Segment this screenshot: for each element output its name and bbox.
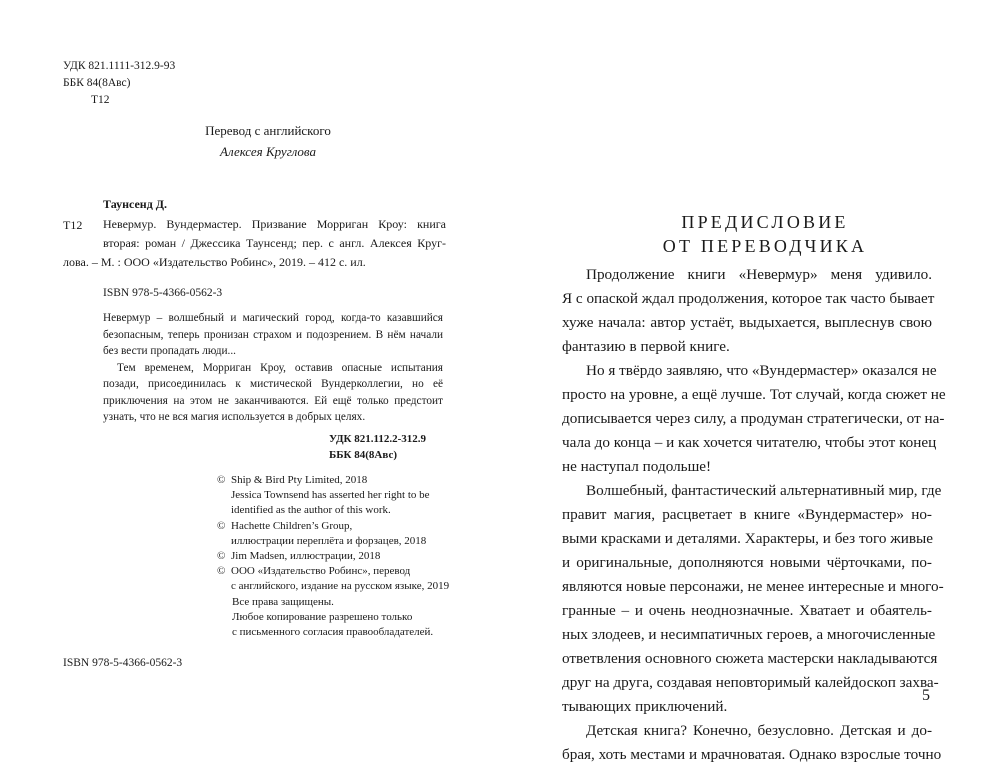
translation-credit [118, 120, 418, 162]
abstract-line: без вести пропадать люди... [103, 345, 236, 357]
copyright-line: Jessica Townsend has asserted her right to be [231, 489, 430, 502]
body-line: чала до конца – и как хочется читателю, чтобы этот конец [562, 434, 937, 451]
body-line: Волшебный, фантастический альтернативный мир, где [586, 482, 942, 499]
body-line: являются новые персонажи, не менее интересные и много- [562, 578, 944, 595]
bbk-code: ББК 84(8Авс) [63, 77, 131, 89]
udc-code: УДК 821.1111-312.9-93 [63, 60, 176, 72]
foreword-title [595, 210, 935, 258]
notice-line: Все права защищены. [232, 596, 334, 608]
author-heading: Таунсенд Д. [103, 197, 168, 211]
catalog-codes-bottom [329, 431, 426, 463]
translator-name: Алексея Круглова [220, 144, 316, 159]
udc-code-bottom: УДК 821.112.2-312.9 [329, 433, 427, 445]
body-line: Продолжение книги «Невермур» меня удивило. [586, 266, 932, 283]
body-line: ных злодеев, и несимпатичных героев, а многочисленные [562, 626, 936, 643]
record-line: вторая: роман / Джессика Таунсенд; пер. с англ. Алексея Круг- [103, 236, 446, 250]
body-line: гранные – и очень неоднозначные. Хватает и обаятель- [562, 602, 932, 619]
foreword-body [562, 263, 946, 767]
copyright-mark: © [217, 519, 226, 532]
right-page [500, 0, 1000, 763]
abstract-line: приключения на этом не заканчиваются. Ей ещё только предстоит [103, 394, 443, 407]
bbk-code-bottom: ББК 84(8Авс) [329, 449, 397, 461]
rights-notice [232, 595, 433, 641]
record-line: лова. – М. : ООО «Издательство Робинс», 2019. – 412 с. ил. [63, 255, 366, 269]
abstract-line: безопасным, теперь пронизан страхом и подозрением. В нём начали [103, 328, 443, 341]
copyright-line: с английского, издание на русском языке, 2019 [231, 580, 450, 593]
body-line: хуже начала: автор устаёт, выдыхается, выплеснув свою [562, 314, 932, 331]
translation-note: Перевод с английского [205, 123, 331, 138]
body-line: выми красками и деталями. Характеры, и без того живые [562, 530, 933, 547]
body-line: тывающих приключений. [562, 698, 728, 715]
copyright-line: identified as the author of this work. [231, 504, 391, 517]
record-line: Невермур. Вундермастер. Призвание Морриган Кроу: книга [103, 217, 446, 231]
copyright-line: © Ship & Bird Pty Limited, 2018 [217, 473, 449, 488]
author-mark: Т12 [91, 94, 110, 106]
copyright-mark: © [217, 550, 226, 563]
body-line: дописывается через силу, а продуман стратегически, от на- [562, 410, 945, 427]
copyright-mark: © [217, 474, 226, 486]
body-line: не наступал подольше! [562, 458, 712, 475]
body-line: Детская книга? Конечно, безусловно. Детская и до- [586, 722, 932, 739]
copyright-mark: © [217, 565, 226, 578]
abstract-line: позади, присоединилась к мистической Вундерколлегии, но её [103, 378, 443, 390]
abstract-line: Тем временем, Морриган Кроу, оставив опасные испытания [117, 361, 443, 374]
foreword-title-line: ОТ ПЕРЕВОДЧИКА [662, 236, 868, 256]
isbn-bottom: ISBN 978-5-4366-0562-3 [63, 657, 183, 669]
copyright-line: иллюстрации переплёта и форзацев, 2018 [231, 534, 427, 547]
body-line: и оригинальные, дополняются новыми чёрточками, по- [562, 554, 932, 571]
copyright-block [217, 473, 449, 595]
body-line: друг на друга, создавая неповторимый калейдоскоп захва- [562, 674, 939, 691]
abstract-line: Невермур – волшебный и магический город, когда-то казавшийся [103, 312, 443, 324]
abstract [103, 310, 443, 426]
body-line: фантазию в первой книге. [562, 338, 730, 355]
body-line: ответвления основного сюжета мастерски накладываются [562, 650, 938, 667]
notice-line: Любое копирование разрешено только [232, 611, 413, 624]
isbn-record: ISBN 978-5-4366-0562-3 [103, 287, 223, 299]
copyright-line: © ООО «Издательство Робинс», перевод [217, 564, 449, 579]
copyright-line: © Jim Madsen, иллюстрации, 2018 [217, 549, 449, 564]
page-number: 5 [922, 687, 930, 704]
body-line: брая, хоть местами и мрачноватая. Однако взрослые точно [562, 746, 942, 763]
copyright-line: © Hachette Children’s Group, [217, 519, 449, 534]
foreword-title-line: ПРЕДИСЛОВИЕ [681, 212, 849, 232]
body-line: Я с опаской ждал продолжения, которое так часто бывает [562, 290, 935, 307]
body-line: правит магия, расцветает в книге «Вундермастер» но- [562, 506, 932, 523]
record-code: Т12 [63, 218, 83, 232]
abstract-line: узнать, что не вся магия используется в добрых целях. [103, 411, 366, 423]
left-page [0, 0, 500, 741]
body-line: Но я твёрдо заявляю, что «Вундермастер» оказался не [586, 362, 937, 379]
body-line: просто на уровне, а ещё лучше. Тот случай, когда сюжет не [562, 386, 946, 403]
notice-line: с письменного согласия правообладателей. [232, 626, 434, 639]
